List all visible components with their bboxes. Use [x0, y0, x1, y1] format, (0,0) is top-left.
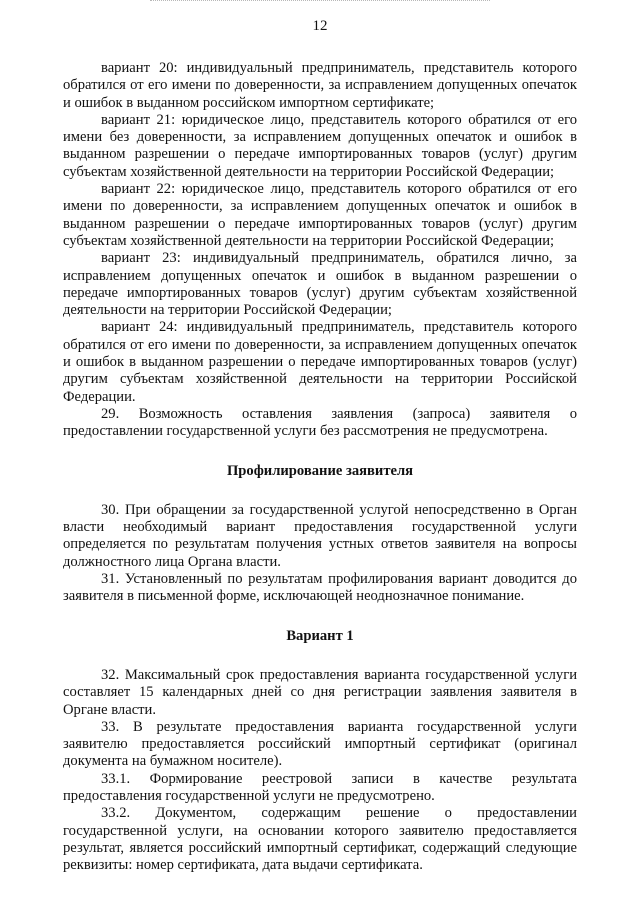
paragraph-33-1: 33.1. Формирование реестровой записи в качестве результата предоставления государственной услуги не предусмотрено. [63, 770, 577, 804]
scan-edge-mark [150, 0, 490, 3]
paragraph-variant-21: вариант 21: юридическое лицо, представитель которого обратился от его имени без доверенности, за исправлением допущенных опечаток и ошибок в выданном разрешении о передаче импортированных товаров (услуг) другим субъектам хозяйственной деятельности на территории Российской Федерации; [63, 111, 577, 180]
paragraph-variant-24: вариант 24: индивидуальный предприниматель, представитель которого обратился от его имени по доверенности, за исправлением допущенных опечаток и ошибок в выданном разрешении о передаче импортированных товаров (услуг) другим субъектам хозяйственной деятельности на территории Российской Федерации. [63, 319, 577, 405]
paragraph-variant-23: вариант 23: индивидуальный предприниматель, обратился лично, за исправлением допущенных опечаток и ошибок в выданном разрешении о передаче импортированных товаров (услуг) другим субъектам хозяйственной деятельности на территории Российской Федерации; [63, 250, 577, 319]
paragraph-33-2: 33.2. Документом, содержащим решение о предоставлении государственной услуги, на основании которого заявителю предоставляется результат, является российский импортный сертификат, содержащий следующие реквизиты: номер сертификата, дата выдачи сертификата. [63, 805, 577, 874]
section-heading-profiling: Профилирование заявителя [226, 462, 414, 479]
page-number: 12 [312, 18, 328, 34]
paragraph-30: 30. При обращении за государственной услугой непосредственно в Орган власти необходимый вариант предоставления государственной услуги определяется по результатам получения устных ответов заявителя на вопросы должностного лица Органа власти. [63, 501, 577, 570]
paragraph-variant-22: вариант 22: юридическое лицо, представитель которого обратился от его имени по доверенности, за исправлением допущенных опечаток и ошибок в выданном разрешении о передаче импортированных товаров (услуг) другим субъектам хозяйственной деятельности на территории Российской Федерации; [63, 181, 577, 249]
section-heading-variant-1: Вариант 1 [286, 627, 354, 644]
paragraph-variant-20: вариант 20: индивидуальный предприниматель, представитель которого обратился от его имени по доверенности, за исправлением допущенных опечаток и ошибок в выданном российском импортном сертификате; [63, 60, 577, 111]
paragraph-33: 33. В результате предоставления варианта государственной услуги заявителю предоставляется российский импортный сертификат (оригинал документа на бумажном носителе). [63, 718, 577, 770]
paragraph-31: 31. Установленный по результатам профилирования вариант доводится до заявителя в письменной форме, исключающей неоднозначное понимание. [63, 571, 577, 605]
document-body [63, 60, 577, 874]
paragraph-29: 29. Возможность оставления заявления (запроса) заявителя о предоставлении государственной услуги без рассмотрения не предусмотрена. [63, 405, 577, 440]
paragraph-32: 32. Максимальный срок предоставления варианта государственной услуги составляет 15 календарных дней со дня регистрации заявления заявителя в Органе власти. [63, 666, 577, 718]
